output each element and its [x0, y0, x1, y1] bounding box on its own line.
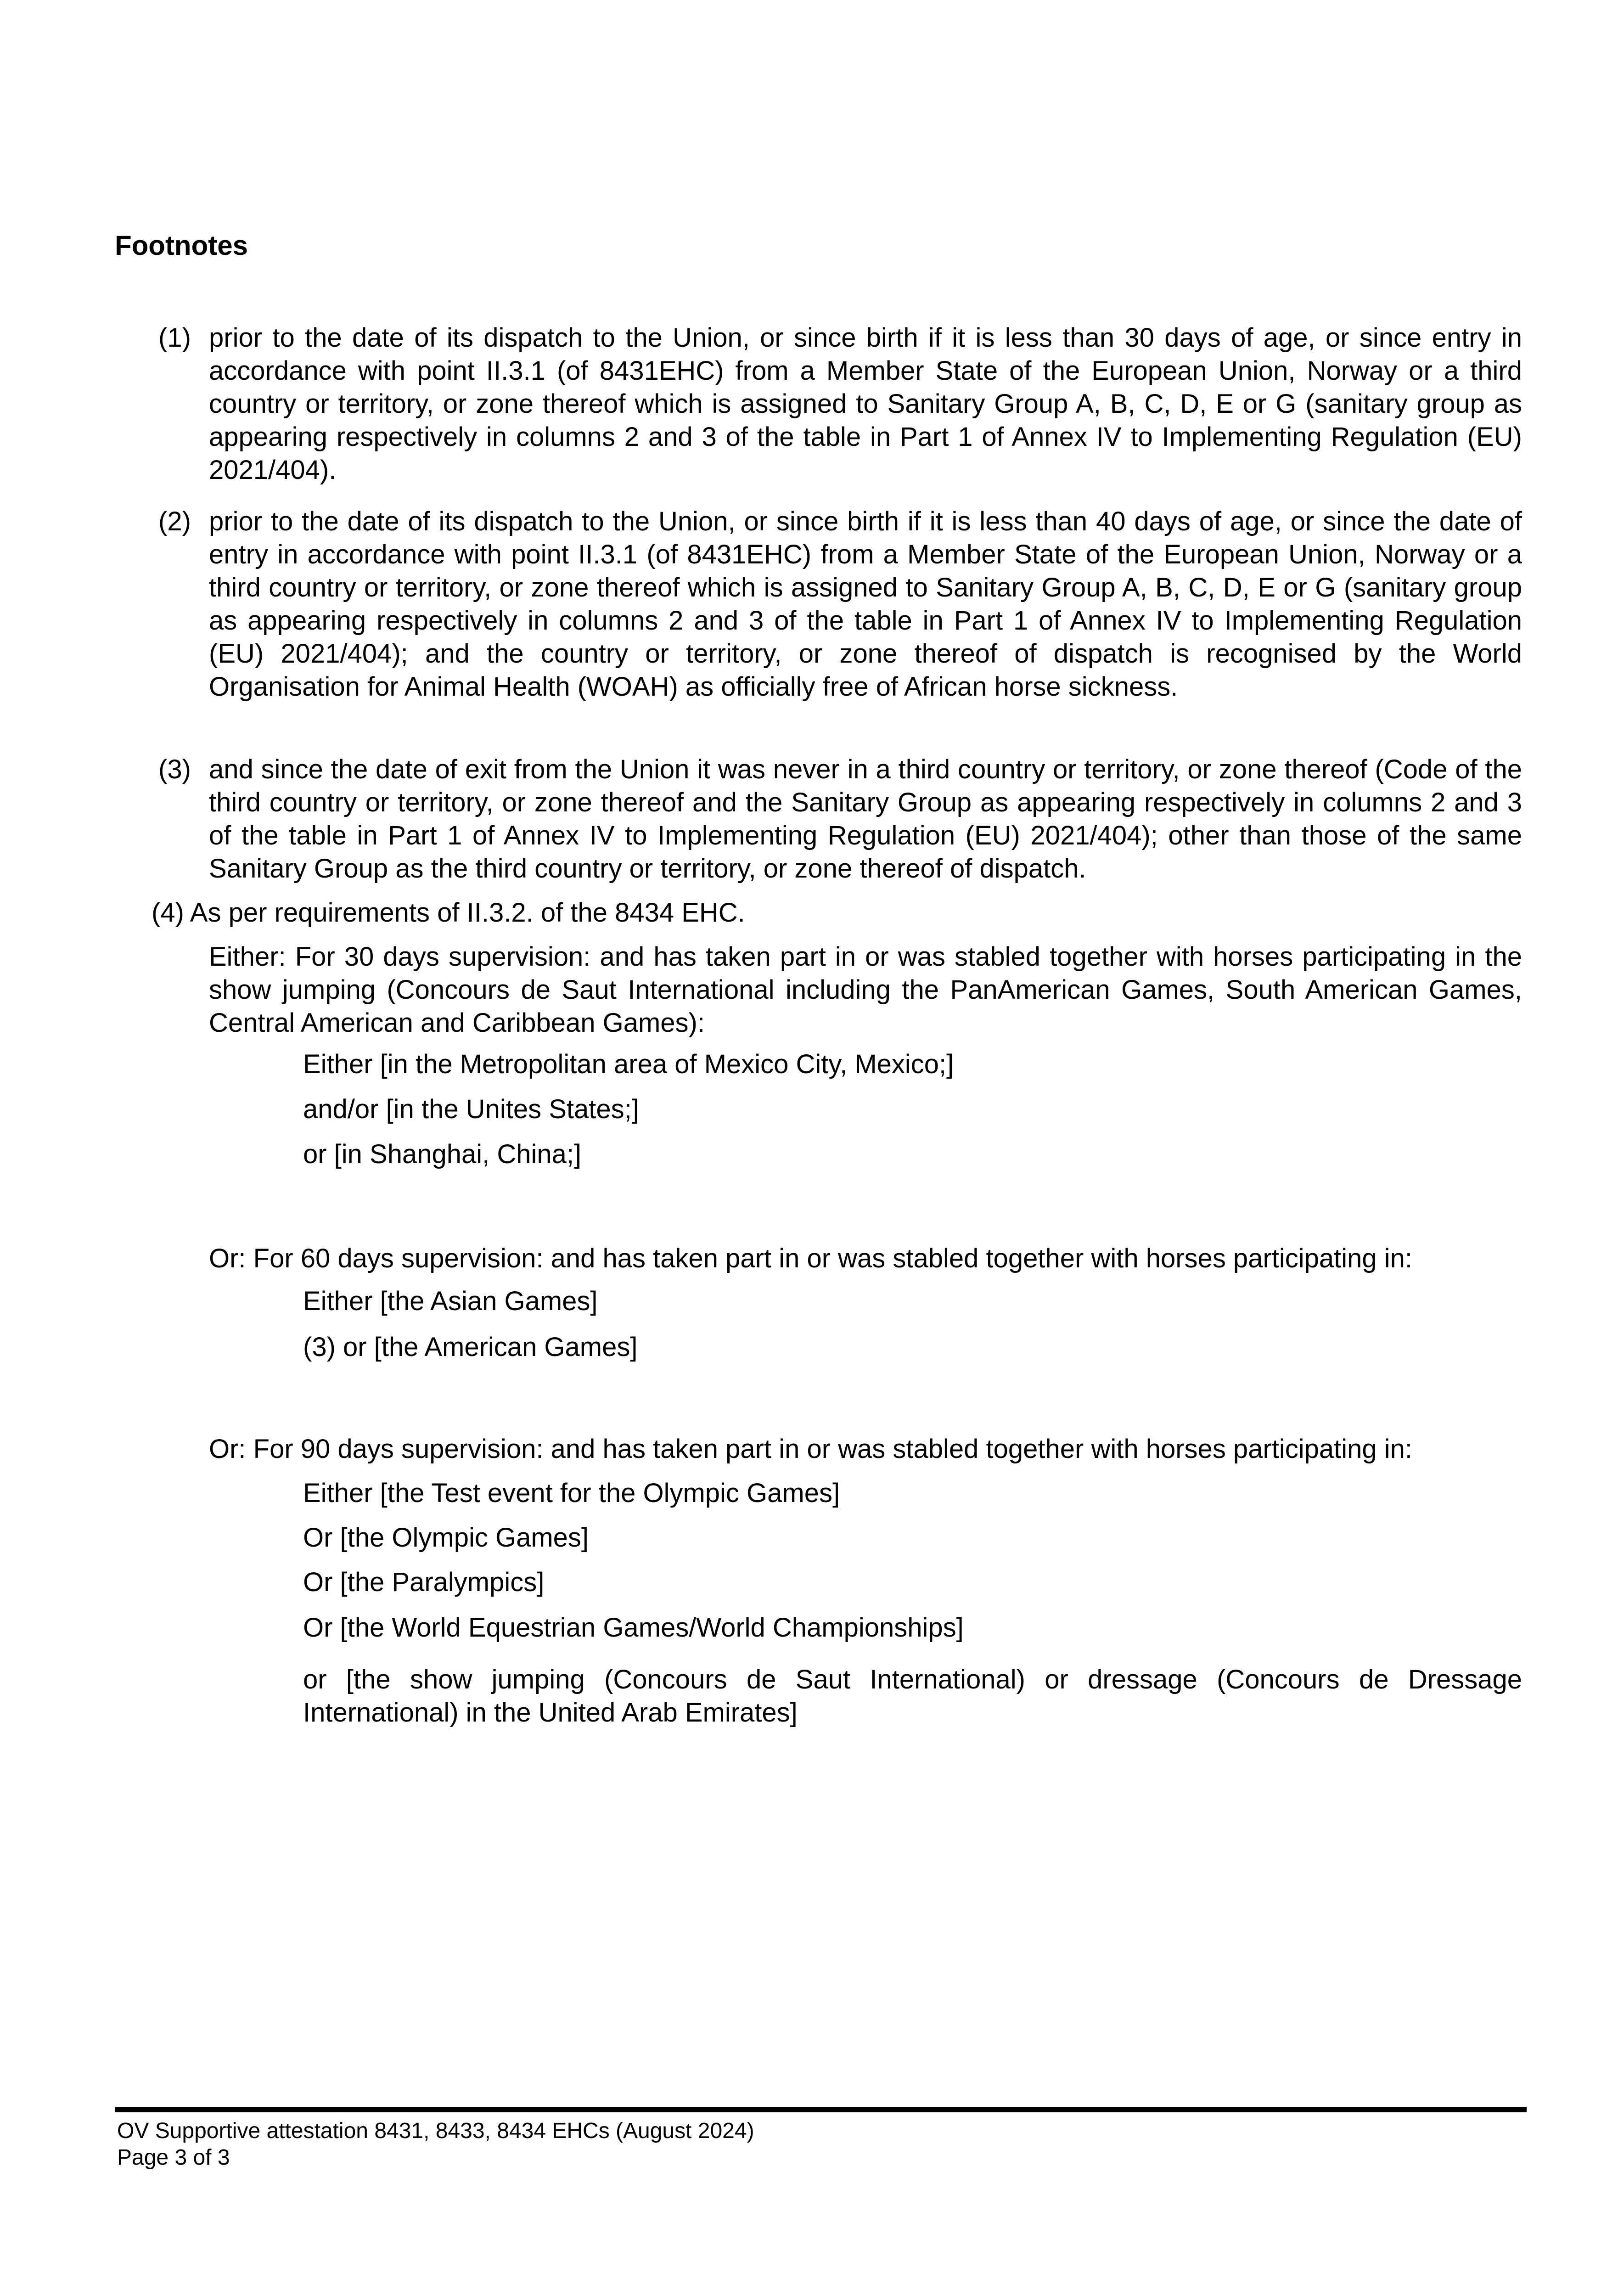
option-90-item: or [the show jumping (Concours de Saut International) or dressage (Concours de Dressage International) in the United Arab Emirates] [303, 1665, 1522, 1728]
option-60-item: (3) or [the American Games] [303, 1332, 638, 1362]
footnote-1 [158, 321, 1522, 487]
footnote-4-heading: (4) As per requirements of II.3.2. of the 8434 EHC. [152, 898, 745, 928]
footnote-number: (3) [158, 754, 191, 784]
option-60-days-intro: Or: For 60 days supervision: and has taken part in or was stabled together with horses participating in: [209, 1244, 1413, 1273]
footnote-text: prior to the date of its dispatch to the Union, or since birth if it is less than 40 days of age, or since the date of entry in accordance with point II.3.1 (of 8431EHC) from a Member State of the European Union, Norway or a third country or territory, or zone thereof which is assigned to Sanitary Group A, B, C, D, E or G (sanitary group as appearing respectively in columns 2 and 3 of the table in Part 1 of Annex IV to Implementing Regulation (EU) 2021/404); and the country or territory, or zone thereof of dispatch is recognised by the World Organisation for Animal Health (WOAH) as officially free of African horse sickness. [209, 506, 1522, 702]
footnote-2 [158, 505, 1522, 703]
option-30-item: or [in Shanghai, China;] [303, 1139, 582, 1169]
option-30-item: Either [in the Metropolitan area of Mexico City, Mexico;] [303, 1049, 954, 1079]
option-90-item: Or [the Olympic Games] [303, 1523, 589, 1553]
option-60-item: Either [the Asian Games] [303, 1286, 598, 1316]
footer-divider [115, 2107, 1527, 2112]
option-90-item: Or [the World Equestrian Games/World Championships] [303, 1613, 964, 1643]
option-30-days-intro: Either: For 30 days supervision: and has taken part in or was stabled together with horses participating in the show jumping (Concours de Saut International including the PanAmerican Games, South American Games, Central American and Caribbean Games): [209, 942, 1522, 1038]
footer-page-number: Page 3 of 3 [117, 2145, 230, 2170]
footer-document-title: OV Supportive attestation 8431, 8433, 8434 EHCs (August 2024) [117, 2119, 754, 2143]
option-30-item: and/or [in the Unites States;] [303, 1094, 639, 1124]
footnote-3 [158, 753, 1522, 885]
footnote-number: (2) [158, 506, 191, 536]
option-90-item: Either [the Test event for the Olympic Games] [303, 1478, 840, 1508]
option-90-item: Or [the Paralympics] [303, 1567, 545, 1597]
footnote-text: and since the date of exit from the Union it was never in a third country or territory, or zone thereof (Code of the third country or territory, or zone thereof and the Sanitary Group as appearing respectively in columns 2 and 3 of the table in Part 1 of Annex IV to Implementing Regulation (EU) 2021/404); other than those of the same Sanitary Group as the third country or territory, or zone thereof of dispatch. [209, 754, 1522, 884]
footnote-number: (1) [158, 323, 191, 353]
footnotes-heading: Footnotes [115, 230, 248, 261]
option-90-days-intro: Or: For 90 days supervision: and has taken part in or was stabled together with horses participating in: [209, 1434, 1413, 1464]
footnote-text: prior to the date of its dispatch to the Union, or since birth if it is less than 30 days of age, or since entry in accordance with point II.3.1 (of 8431EHC) from a Member State of the European Union, Norway or a third country or territory, or zone thereof which is assigned to Sanitary Group A, B, C, D, E or G (sanitary group as appearing respectively in columns 2 and 3 of the table in Part 1 of Annex IV to Implementing Regulation (EU) 2021/404). [209, 323, 1522, 485]
